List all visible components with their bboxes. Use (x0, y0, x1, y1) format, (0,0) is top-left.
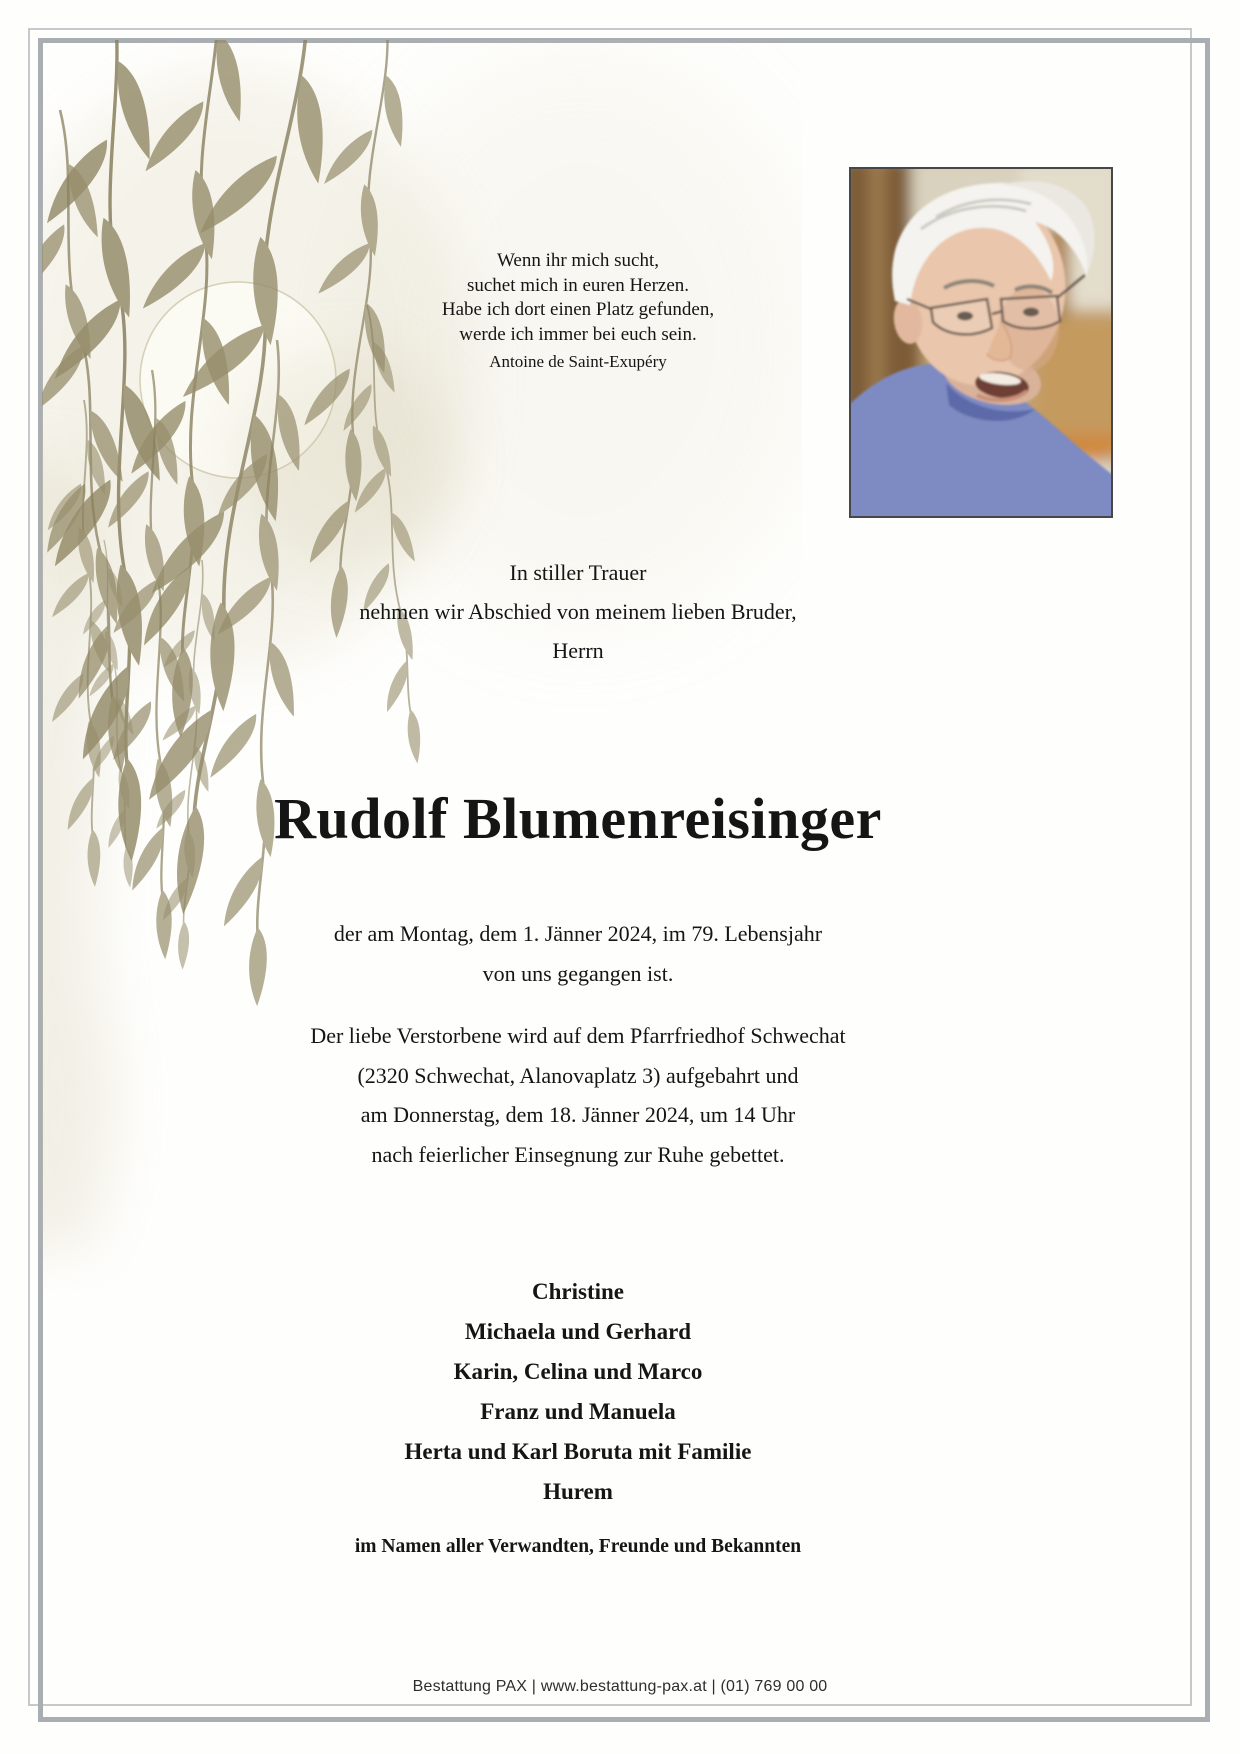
quote-line: Habe ich dort einen Platz gefunden, (441, 299, 715, 320)
funeral-info-line: nach feierlicher Einsegnung zur Ruhe gebettet. (371, 1141, 785, 1167)
quote-line: werde ich immer bei euch sein. (459, 323, 697, 345)
quote-line: suchet mich in euren Herzen. (466, 274, 690, 296)
death-info-line: der am Montag, dem 1. Jänner 2024, im 79. Lebensjahr (333, 921, 823, 946)
mourner-name: Michaela und Gerhard (464, 1319, 692, 1344)
mourner-name: Herta und Karl Boruta mit Familie (404, 1439, 752, 1464)
quote-line: Wenn ihr mich sucht, (496, 250, 660, 271)
mourner-name: Franz und Manuela (480, 1399, 676, 1424)
mourner-name: Hurem (543, 1479, 613, 1504)
deceased-name: Rudolf Blumenreisinger (274, 786, 882, 851)
funeral-info-line: am Donnerstag, dem 18. Jänner 2024, um 14 Uhr (360, 1102, 796, 1127)
intro-line: In stiller Trauer (509, 560, 647, 585)
mourner-name: Christine (532, 1279, 624, 1304)
mourner-name: Karin, Celina und Marco (453, 1359, 703, 1384)
quote-attribution: Antoine de Saint-Exupéry (489, 352, 667, 371)
mourners-list (48, 1272, 1108, 1512)
intro-line: Herrn (552, 638, 604, 663)
willow-branches-illustration (42, 40, 802, 1290)
closing-line: im Namen aller Verwandten, Freunde und Bekannten (354, 1536, 802, 1557)
funeral-info-line: Der liebe Verstorbene wird auf dem Pfarrfriedhof Schwechat (310, 1023, 846, 1048)
death-info-line: von uns gegangen ist. (482, 961, 674, 986)
portrait-photo-image (851, 169, 1111, 516)
portrait-photo (849, 167, 1113, 518)
funeral-info-line: (2320 Schwechat, Alanovaplatz 3) aufgebahrt und (357, 1062, 799, 1088)
footer (40, 1678, 1200, 1696)
funeral-home-contact: Bestattung PAX | www.bestattung-pax.at | (01) 769 00 00 (412, 1678, 828, 1695)
intro-line: nehmen wir Abschied von meinem lieben Bruder, (359, 599, 797, 624)
